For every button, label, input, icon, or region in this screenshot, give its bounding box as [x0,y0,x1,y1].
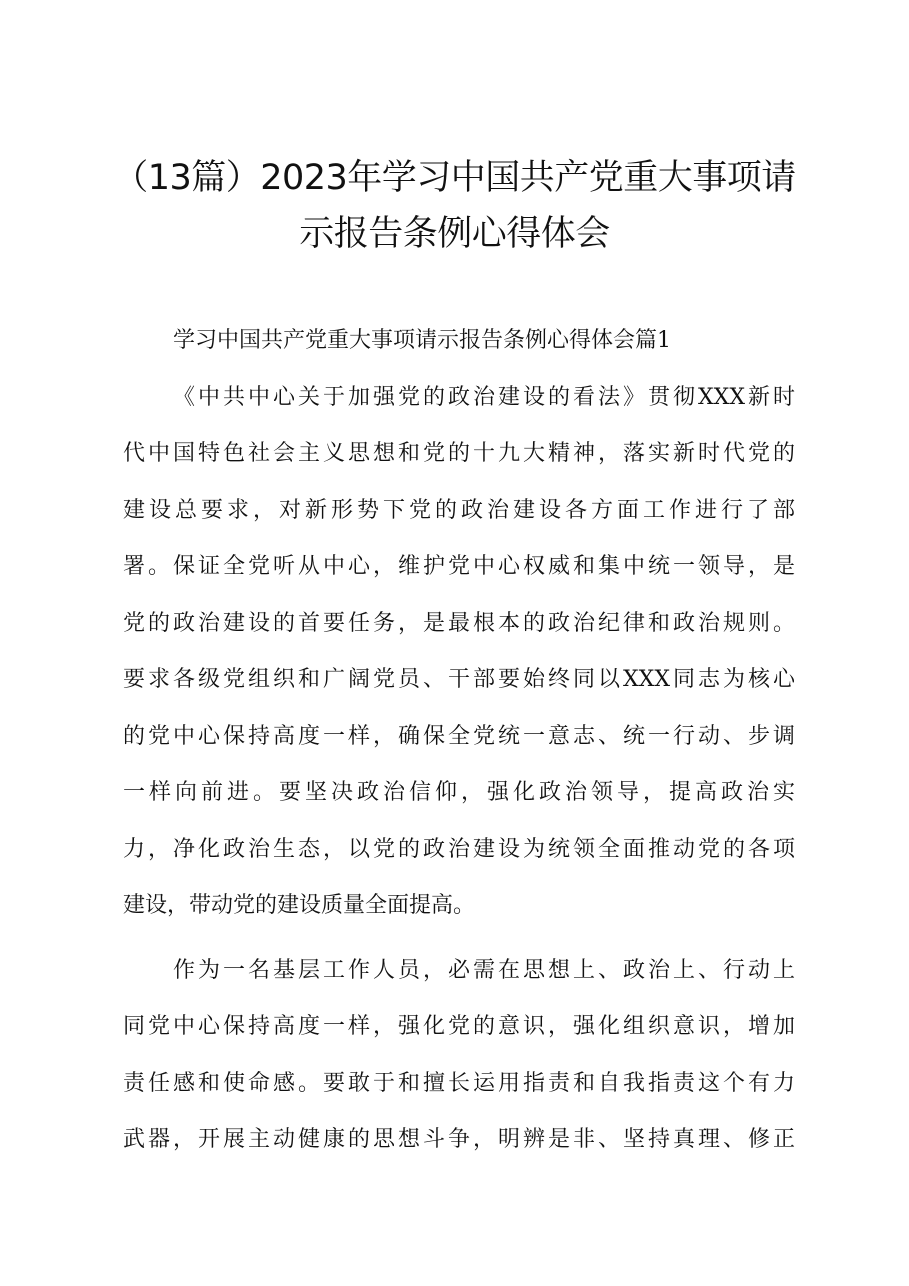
title-line-2: 示报告条例心得体会 [299,214,610,254]
paragraph-line: 责任感和使命感。要敢于和擅长运用指责和自我指责这个有力 [123,1070,795,1096]
title-line-1: （13篇）2023年学习中国共产党重大事项请 [113,158,796,198]
paragraph-line: 党的政治建设的首要任务，是最根本的政治纪律和政治规则。 [123,610,795,636]
paragraph-line: 要求各级党组织和广阔党员、干部要始终同以XXX同志为核心 [123,667,795,692]
paragraph-line: 同党中心保持高度一样，强化党的意识，强化组织意识，增加 [123,1014,795,1039]
paragraph-1 [123,370,795,935]
paragraph-line: 武器，开展主动健康的思想斗争，明辨是非、坚持真理、修正 [123,1127,795,1152]
paragraph-line: 力，净化政治生态，以党的政治建设为统领全面推动党的各项 [123,836,795,862]
paragraph-line: 建设，带动党的建设质量全面提高。 [123,893,476,918]
paragraph-2 [123,943,795,1169]
section-heading: 学习中国共产党重大事项请示报告条例心得体会篇1 [173,328,671,353]
paragraph-line: 署。保证全党听从中心，维护党中心权威和集中统一领导，是 [123,554,795,579]
document-title [90,150,819,262]
paragraph-line: 作为一名基层工作人员，必需在思想上、政治上、行动上 [173,957,795,983]
paragraph-gap [123,935,795,943]
paragraph-line: 建设总要求，对新形势下党的政治建设各方面工作进行了部 [123,497,795,523]
paragraph-line: 代中国特色社会主义思想和党的十九大精神，落实新时代党的 [123,441,795,466]
paragraph-line: 的党中心保持高度一样，确保全党统一意志、统一行动、步调 [123,723,795,749]
document-body [123,313,795,1169]
paragraph-line: 《中共中心关于加强党的政治建设的看法》贯彻XXX新时 [173,384,795,410]
paragraph-line: 一样向前进。要坚决政治信仰，强化政治领导，提高政治实 [123,780,795,805]
